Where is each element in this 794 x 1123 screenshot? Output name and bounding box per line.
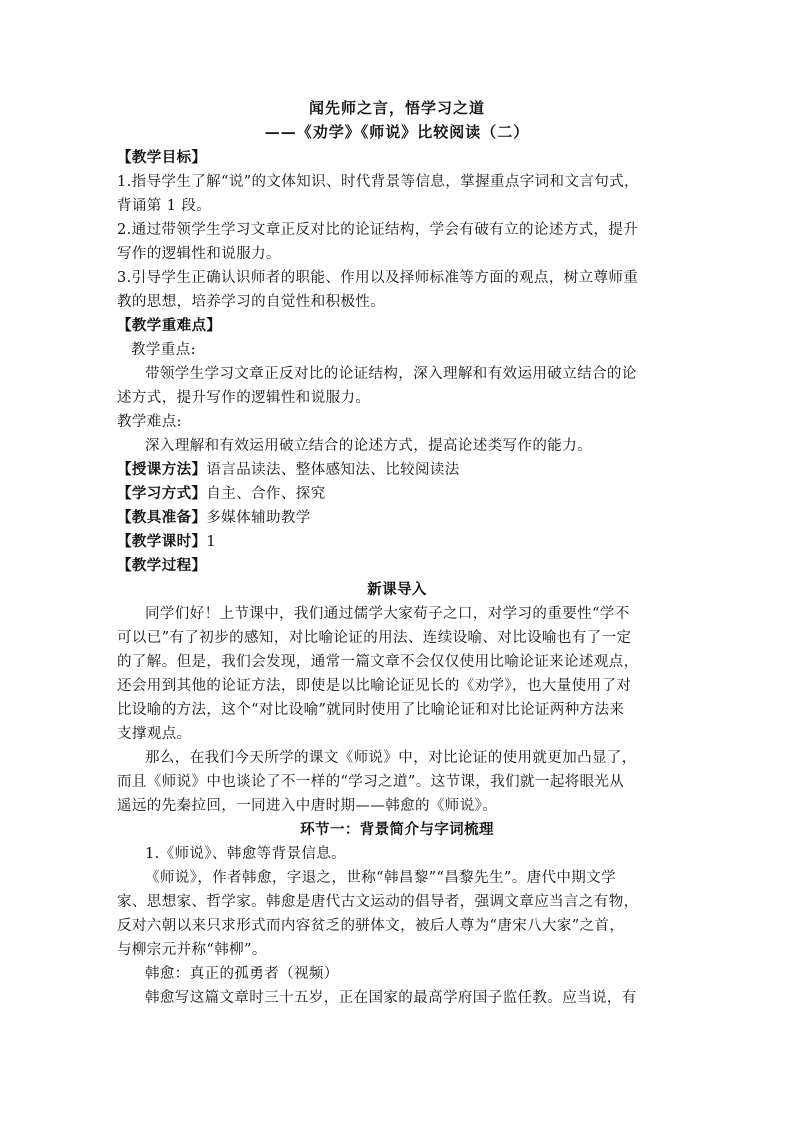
intro-line: 的了解。但是，我们会发现，通常一篇文章不会仅仅使用比喻论证来论述观点， [117,654,639,670]
hours-label: 【教学课时】 [117,533,207,550]
difficulty-label: 教学难点: [117,414,182,430]
intro-line: 支撑观点。 [117,726,192,742]
objective-line: 1.指导学生了解“说”的文体知识、时代背景等信息，掌握重点字词和文言句式， [117,174,639,190]
document-title: 闻先师之言，悟学习之道 [308,99,485,117]
tools-label: 【教具准备】 [117,509,207,526]
section1-heading: 环节一：背景简介与字词梳理 [300,821,494,838]
hours-value: 1 [206,534,217,550]
method-value: 语言品读法、整体感知法、比较阅读法 [206,462,460,478]
tools-row [117,506,311,530]
process-heading: 【教学过程】 [117,557,207,574]
video-line: 韩愈：真正的孤勇者（视频） [145,966,339,982]
objective-line: 3.引导学生正确认识师者的职能、作用以及择师标准等方面的观点，树立尊师重 [117,270,639,286]
objective-line: 2.通过带领学生学习文章正反对比的论证结构，学会有破有立的论述方式，提升 [117,222,639,238]
focus-line: 述方式，提升写作的逻辑性和说服力。 [117,390,371,406]
objective-line: 背诵第 1 段。 [117,198,212,214]
intro-line: 同学们好！上节课中，我们通过儒学大家荀子之口，对学习的重要性“学不 [145,606,630,622]
hours-row [117,530,216,554]
learning-label: 【学习方式】 [117,485,207,502]
background-line: 与柳宗元并称“韩柳”。 [117,942,267,958]
background-line: 家、思想家、哲学家。韩愈是唐代古文运动的倡导者，强调文章应当言之有物， [117,894,639,910]
intro-heading: 新课导入 [367,581,427,598]
keypoints-heading: 【教学重难点】 [117,317,222,334]
objectives-heading: 【教学目标】 [117,149,207,166]
intro-line: 还会用到其他的论证方法，即使是以比喻论证见长的《劝学》，也大量使用了对 [117,678,632,694]
learning-row [117,482,326,506]
method-label: 【授课方法】 [117,461,207,478]
intro-line: 比设喻的方法，这个“对比设喻”就同时使用了比喻论证和对比论证两种方法来 [117,702,625,718]
intro-line: 那么，在我们今天所学的课文《师说》中，对比论证的使用就更加凸显了， [145,750,637,766]
intro-line: 遥远的先秦拉回，一同进入中唐时期——韩愈的《师说》。 [117,798,498,814]
intro-line: 而且《师说》中也谈论了不一样的“学习之道”。这节课，我们就一起将眼光从 [117,774,625,790]
objective-line: 教的思想，培养学习的自觉性和积极性。 [117,294,386,310]
focus-line: 带领学生学习文章正反对比的论证结构，深入理解和有效运用破立结合的论 [145,366,637,382]
focus-label: 教学重点: [131,342,196,358]
intro-line: 可以已”有了初步的感知，对比喻论证的用法、连续设喻、对比设喻也有了一定 [117,630,632,646]
background-line: 《师说》，作者韩愈，字退之，世称“韩昌黎”“昌黎先生”。唐代中期文学 [145,870,616,886]
body-line: 韩愈写这篇文章时三十五岁，正在国家的最高学府国子监任教。应当说，有 [145,990,637,1006]
document-subtitle: ——《劝学》《师说》比较阅读（二） [264,123,530,141]
tools-value: 多媒体辅助教学 [206,510,311,526]
learning-value: 自主、合作、探究 [206,486,326,502]
background-line: 反对六朝以来只求形式而内容贫乏的骈体文，被后人尊为“唐宋八大家”之首， [117,918,625,934]
method-row [117,458,460,482]
objective-line: 写作的逻辑性和说服力。 [117,246,281,262]
difficulty-line: 深入理解和有效运用破立结合的论述方式，提高论述类写作的能力。 [145,438,592,454]
section1-item: 1.《师说》、韩愈等背景信息。 [145,846,347,862]
